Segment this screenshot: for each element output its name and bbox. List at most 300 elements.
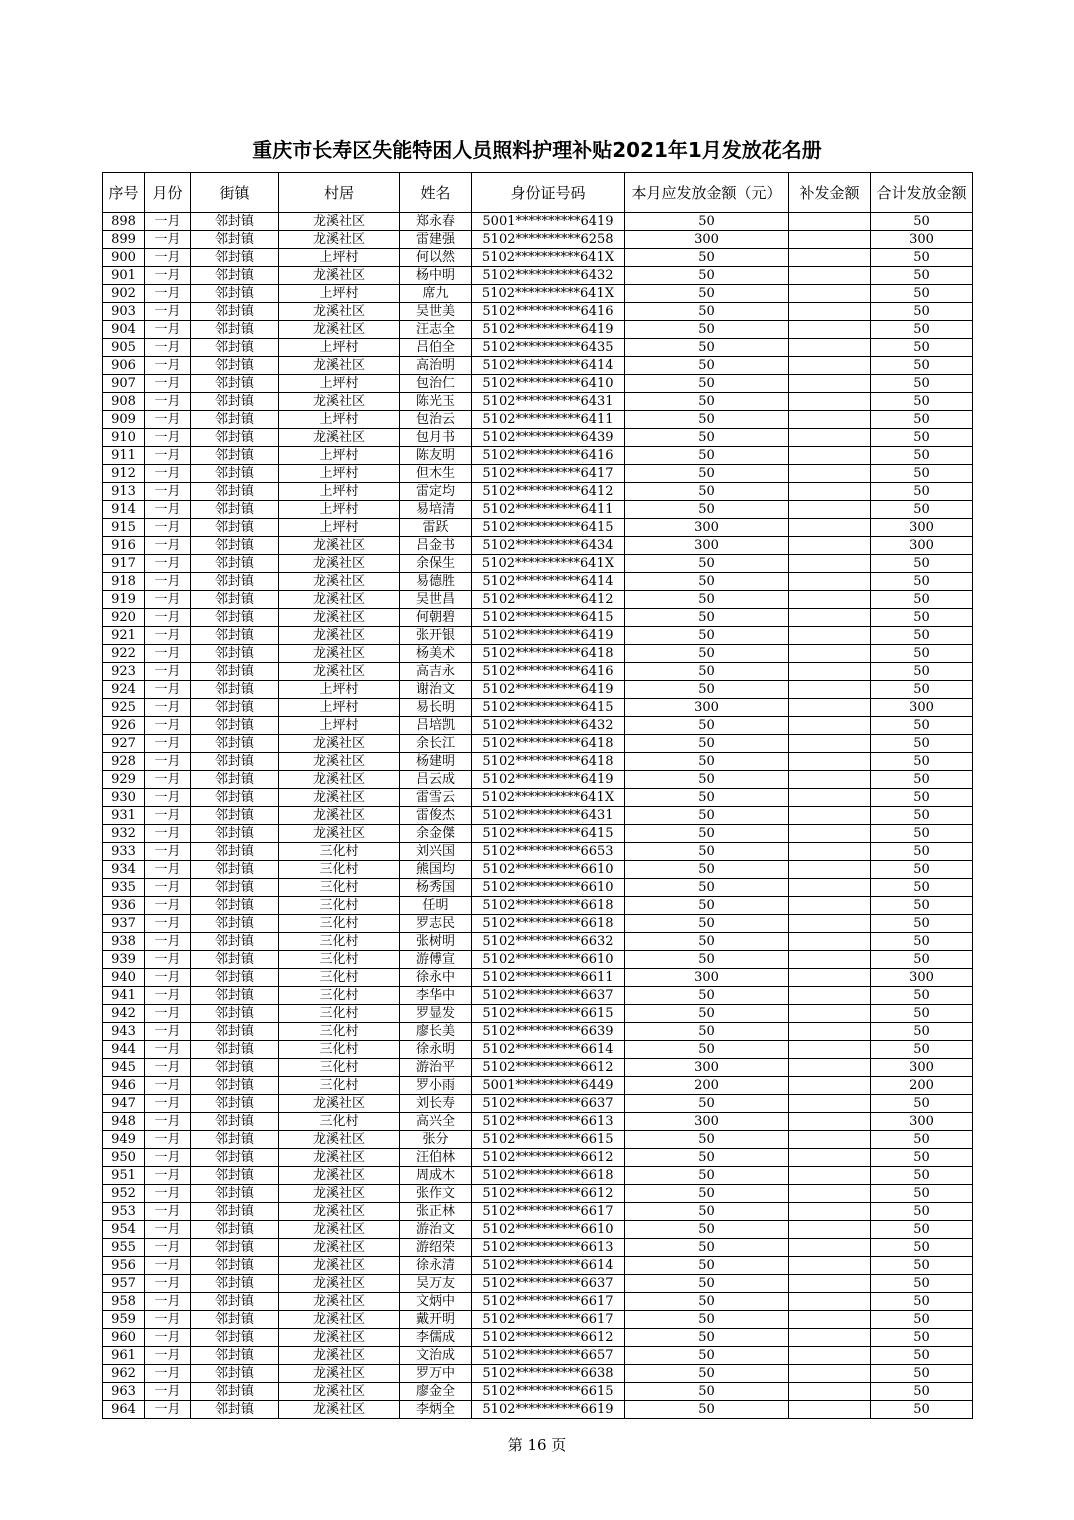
village-cell: 上坪村 <box>279 681 400 699</box>
back-pay-cell <box>789 573 871 591</box>
table-row <box>103 609 973 627</box>
town-cell: 邻封镇 <box>191 897 279 915</box>
name-cell: 徐永明 <box>400 1041 472 1059</box>
total-cell: 50 <box>871 1275 973 1293</box>
table-row <box>103 447 973 465</box>
id-number-cell: 5102**********6637 <box>472 987 625 1005</box>
total-cell: 50 <box>871 681 973 699</box>
town-cell: 邻封镇 <box>191 753 279 771</box>
seq-cell: 914 <box>103 501 145 519</box>
id-number-cell: 5102**********6614 <box>472 1041 625 1059</box>
id-number-cell: 5102**********6614 <box>472 1257 625 1275</box>
name-cell: 罗万中 <box>400 1365 472 1383</box>
id-number-cell: 5102**********6618 <box>472 915 625 933</box>
town-cell: 邻封镇 <box>191 987 279 1005</box>
month-cell: 一月 <box>145 933 191 951</box>
monthly-amount-cell: 50 <box>625 1365 789 1383</box>
table-row <box>103 699 973 717</box>
seq-cell: 948 <box>103 1113 145 1131</box>
back-pay-cell <box>789 591 871 609</box>
total-cell: 200 <box>871 1077 973 1095</box>
name-cell: 文治成 <box>400 1347 472 1365</box>
total-cell: 50 <box>871 1383 973 1401</box>
town-cell: 邻封镇 <box>191 321 279 339</box>
village-cell: 龙溪社区 <box>279 1401 400 1419</box>
seq-cell: 952 <box>103 1185 145 1203</box>
monthly-amount-cell: 50 <box>625 555 789 573</box>
back-pay-cell <box>789 357 871 375</box>
id-number-cell: 5102**********6639 <box>472 1023 625 1041</box>
village-cell: 三化村 <box>279 951 400 969</box>
month-cell: 一月 <box>145 627 191 645</box>
total-cell: 300 <box>871 1059 973 1077</box>
name-cell: 徐永中 <box>400 969 472 987</box>
back-pay-cell <box>789 807 871 825</box>
id-number-cell: 5102**********6418 <box>472 645 625 663</box>
back-pay-cell <box>789 699 871 717</box>
village-cell: 龙溪社区 <box>279 573 400 591</box>
table-row <box>103 267 973 285</box>
id-number-cell: 5102**********6419 <box>472 321 625 339</box>
col-header-monthly-amount: 本月应发放金额（元） <box>625 173 789 213</box>
town-cell: 邻封镇 <box>191 465 279 483</box>
monthly-amount-cell: 50 <box>625 591 789 609</box>
col-header-id-number: 身份证号码 <box>472 173 625 213</box>
village-cell: 龙溪社区 <box>279 609 400 627</box>
total-cell: 300 <box>871 969 973 987</box>
seq-cell: 958 <box>103 1293 145 1311</box>
name-cell: 廖长美 <box>400 1023 472 1041</box>
monthly-amount-cell: 50 <box>625 429 789 447</box>
monthly-amount-cell: 50 <box>625 627 789 645</box>
table-row <box>103 1311 973 1329</box>
monthly-amount-cell: 300 <box>625 231 789 249</box>
table-row <box>103 789 973 807</box>
name-cell: 刘长寿 <box>400 1095 472 1113</box>
id-number-cell: 5102**********6653 <box>472 843 625 861</box>
id-number-cell: 5102**********6416 <box>472 663 625 681</box>
back-pay-cell <box>789 717 871 735</box>
id-number-cell: 5102**********6431 <box>472 393 625 411</box>
village-cell: 龙溪社区 <box>279 627 400 645</box>
total-cell: 50 <box>871 987 973 1005</box>
id-number-cell: 5102**********6416 <box>472 303 625 321</box>
name-cell: 游傅宣 <box>400 951 472 969</box>
back-pay-cell <box>789 861 871 879</box>
back-pay-cell <box>789 1059 871 1077</box>
monthly-amount-cell: 50 <box>625 501 789 519</box>
name-cell: 高吉永 <box>400 663 472 681</box>
town-cell: 邻封镇 <box>191 1275 279 1293</box>
month-cell: 一月 <box>145 447 191 465</box>
back-pay-cell <box>789 1221 871 1239</box>
monthly-amount-cell: 50 <box>625 1167 789 1185</box>
seq-cell: 928 <box>103 753 145 771</box>
seq-cell: 915 <box>103 519 145 537</box>
table-row <box>103 843 973 861</box>
back-pay-cell <box>789 1311 871 1329</box>
table-row <box>103 1221 973 1239</box>
total-cell: 50 <box>871 1149 973 1167</box>
table-row <box>103 357 973 375</box>
monthly-amount-cell: 300 <box>625 537 789 555</box>
id-number-cell: 5102**********6411 <box>472 501 625 519</box>
town-cell: 邻封镇 <box>191 555 279 573</box>
seq-cell: 927 <box>103 735 145 753</box>
month-cell: 一月 <box>145 771 191 789</box>
monthly-amount-cell: 50 <box>625 951 789 969</box>
back-pay-cell <box>789 897 871 915</box>
town-cell: 邻封镇 <box>191 1311 279 1329</box>
col-header-month: 月份 <box>145 173 191 213</box>
name-cell: 任明 <box>400 897 472 915</box>
total-cell: 50 <box>871 213 973 231</box>
month-cell: 一月 <box>145 951 191 969</box>
town-cell: 邻封镇 <box>191 1347 279 1365</box>
name-cell: 雷雪云 <box>400 789 472 807</box>
table-row <box>103 285 973 303</box>
month-cell: 一月 <box>145 1239 191 1257</box>
monthly-amount-cell: 300 <box>625 519 789 537</box>
back-pay-cell <box>789 1401 871 1419</box>
back-pay-cell <box>789 1203 871 1221</box>
village-cell: 上坪村 <box>279 465 400 483</box>
month-cell: 一月 <box>145 825 191 843</box>
town-cell: 邻封镇 <box>191 1113 279 1131</box>
town-cell: 邻封镇 <box>191 681 279 699</box>
back-pay-cell <box>789 1023 871 1041</box>
seq-cell: 946 <box>103 1077 145 1095</box>
total-cell: 50 <box>871 951 973 969</box>
table-row <box>103 537 973 555</box>
id-number-cell: 5102**********6439 <box>472 429 625 447</box>
month-cell: 一月 <box>145 753 191 771</box>
id-number-cell: 5102**********6610 <box>472 879 625 897</box>
id-number-cell: 5102**********6432 <box>472 717 625 735</box>
monthly-amount-cell: 50 <box>625 1095 789 1113</box>
seq-cell: 934 <box>103 861 145 879</box>
monthly-amount-cell: 50 <box>625 897 789 915</box>
month-cell: 一月 <box>145 1023 191 1041</box>
total-cell: 50 <box>871 645 973 663</box>
town-cell: 邻封镇 <box>191 339 279 357</box>
table-row <box>103 303 973 321</box>
back-pay-cell <box>789 1095 871 1113</box>
total-cell: 50 <box>871 861 973 879</box>
name-cell: 游绍荣 <box>400 1239 472 1257</box>
monthly-amount-cell: 50 <box>625 213 789 231</box>
id-number-cell: 5102**********6610 <box>472 951 625 969</box>
town-cell: 邻封镇 <box>191 879 279 897</box>
village-cell: 龙溪社区 <box>279 663 400 681</box>
id-number-cell: 5102**********6632 <box>472 933 625 951</box>
id-number-cell: 5102**********6412 <box>472 591 625 609</box>
village-cell: 上坪村 <box>279 339 400 357</box>
month-cell: 一月 <box>145 1347 191 1365</box>
monthly-amount-cell: 50 <box>625 1023 789 1041</box>
total-cell: 50 <box>871 1185 973 1203</box>
back-pay-cell <box>789 1149 871 1167</box>
monthly-amount-cell: 300 <box>625 1059 789 1077</box>
back-pay-cell <box>789 321 871 339</box>
monthly-amount-cell: 50 <box>625 735 789 753</box>
total-cell: 50 <box>871 771 973 789</box>
back-pay-cell <box>789 609 871 627</box>
village-cell: 三化村 <box>279 897 400 915</box>
total-cell: 50 <box>871 915 973 933</box>
town-cell: 邻封镇 <box>191 1383 279 1401</box>
table-row <box>103 1149 973 1167</box>
seq-cell: 926 <box>103 717 145 735</box>
back-pay-cell <box>789 267 871 285</box>
month-cell: 一月 <box>145 1365 191 1383</box>
id-number-cell: 5102**********6417 <box>472 465 625 483</box>
town-cell: 邻封镇 <box>191 357 279 375</box>
table-row <box>103 1095 973 1113</box>
month-cell: 一月 <box>145 789 191 807</box>
name-cell: 余保生 <box>400 555 472 573</box>
month-cell: 一月 <box>145 1131 191 1149</box>
total-cell: 50 <box>871 393 973 411</box>
village-cell: 龙溪社区 <box>279 1203 400 1221</box>
town-cell: 邻封镇 <box>191 483 279 501</box>
table-row <box>103 1203 973 1221</box>
table-row <box>103 933 973 951</box>
id-number-cell: 5102**********6435 <box>472 339 625 357</box>
seq-cell: 909 <box>103 411 145 429</box>
month-cell: 一月 <box>145 1329 191 1347</box>
monthly-amount-cell: 300 <box>625 969 789 987</box>
village-cell: 三化村 <box>279 1023 400 1041</box>
id-number-cell: 5102**********6419 <box>472 681 625 699</box>
id-number-cell: 5102**********641X <box>472 789 625 807</box>
monthly-amount-cell: 50 <box>625 483 789 501</box>
seq-cell: 935 <box>103 879 145 897</box>
total-cell: 50 <box>871 1041 973 1059</box>
name-cell: 张开银 <box>400 627 472 645</box>
back-pay-cell <box>789 1239 871 1257</box>
id-number-cell: 5102**********641X <box>472 555 625 573</box>
id-number-cell: 5102**********6419 <box>472 771 625 789</box>
month-cell: 一月 <box>145 303 191 321</box>
monthly-amount-cell: 50 <box>625 717 789 735</box>
month-cell: 一月 <box>145 483 191 501</box>
village-cell: 上坪村 <box>279 699 400 717</box>
total-cell: 50 <box>871 753 973 771</box>
month-cell: 一月 <box>145 1167 191 1185</box>
village-cell: 龙溪社区 <box>279 1383 400 1401</box>
total-cell: 300 <box>871 231 973 249</box>
village-cell: 上坪村 <box>279 519 400 537</box>
month-cell: 一月 <box>145 1077 191 1095</box>
back-pay-cell <box>789 879 871 897</box>
table-row <box>103 555 973 573</box>
village-cell: 上坪村 <box>279 717 400 735</box>
total-cell: 300 <box>871 1113 973 1131</box>
total-cell: 300 <box>871 519 973 537</box>
monthly-amount-cell: 50 <box>625 645 789 663</box>
village-cell: 龙溪社区 <box>279 231 400 249</box>
total-cell: 50 <box>871 501 973 519</box>
monthly-amount-cell: 50 <box>625 1293 789 1311</box>
total-cell: 50 <box>871 1005 973 1023</box>
town-cell: 邻封镇 <box>191 1149 279 1167</box>
town-cell: 邻封镇 <box>191 1167 279 1185</box>
total-cell: 50 <box>871 627 973 645</box>
month-cell: 一月 <box>145 1203 191 1221</box>
seq-cell: 903 <box>103 303 145 321</box>
town-cell: 邻封镇 <box>191 573 279 591</box>
id-number-cell: 5102**********6637 <box>472 1275 625 1293</box>
village-cell: 龙溪社区 <box>279 591 400 609</box>
village-cell: 龙溪社区 <box>279 735 400 753</box>
id-number-cell: 5102**********6638 <box>472 1365 625 1383</box>
village-cell: 三化村 <box>279 933 400 951</box>
monthly-amount-cell: 50 <box>625 1185 789 1203</box>
back-pay-cell <box>789 987 871 1005</box>
back-pay-cell <box>789 213 871 231</box>
name-cell: 包月书 <box>400 429 472 447</box>
monthly-amount-cell: 50 <box>625 303 789 321</box>
name-cell: 文炳中 <box>400 1293 472 1311</box>
town-cell: 邻封镇 <box>191 231 279 249</box>
name-cell: 李华中 <box>400 987 472 1005</box>
table-row <box>103 681 973 699</box>
name-cell: 包治仁 <box>400 375 472 393</box>
back-pay-cell <box>789 789 871 807</box>
name-cell: 游治平 <box>400 1059 472 1077</box>
month-cell: 一月 <box>145 213 191 231</box>
month-cell: 一月 <box>145 465 191 483</box>
table-row <box>103 1041 973 1059</box>
seq-cell: 922 <box>103 645 145 663</box>
town-cell: 邻封镇 <box>191 1221 279 1239</box>
seq-cell: 929 <box>103 771 145 789</box>
village-cell: 三化村 <box>279 987 400 1005</box>
total-cell: 50 <box>871 357 973 375</box>
monthly-amount-cell: 50 <box>625 1239 789 1257</box>
village-cell: 上坪村 <box>279 285 400 303</box>
back-pay-cell <box>789 303 871 321</box>
back-pay-cell <box>789 1347 871 1365</box>
seq-cell: 912 <box>103 465 145 483</box>
town-cell: 邻封镇 <box>191 1257 279 1275</box>
seq-cell: 938 <box>103 933 145 951</box>
table-row <box>103 951 973 969</box>
table-row <box>103 465 973 483</box>
name-cell: 郑永春 <box>400 213 472 231</box>
name-cell: 雷跃 <box>400 519 472 537</box>
seq-cell: 902 <box>103 285 145 303</box>
id-number-cell: 5102**********6610 <box>472 1221 625 1239</box>
name-cell: 游治文 <box>400 1221 472 1239</box>
total-cell: 50 <box>871 807 973 825</box>
id-number-cell: 5102**********6415 <box>472 699 625 717</box>
back-pay-cell <box>789 249 871 267</box>
town-cell: 邻封镇 <box>191 609 279 627</box>
col-header-total: 合计发放金额 <box>871 173 973 213</box>
village-cell: 龙溪社区 <box>279 1167 400 1185</box>
month-cell: 一月 <box>145 267 191 285</box>
total-cell: 50 <box>871 1023 973 1041</box>
village-cell: 龙溪社区 <box>279 789 400 807</box>
total-cell: 50 <box>871 1203 973 1221</box>
month-cell: 一月 <box>145 969 191 987</box>
name-cell: 何以然 <box>400 249 472 267</box>
name-cell: 高治明 <box>400 357 472 375</box>
town-cell: 邻封镇 <box>191 663 279 681</box>
page-number: 第 16 页 <box>507 1436 567 1454</box>
town-cell: 邻封镇 <box>191 1329 279 1347</box>
id-number-cell: 5102**********6431 <box>472 807 625 825</box>
village-cell: 上坪村 <box>279 249 400 267</box>
name-cell: 周成木 <box>400 1167 472 1185</box>
seq-cell: 916 <box>103 537 145 555</box>
month-cell: 一月 <box>145 537 191 555</box>
monthly-amount-cell: 50 <box>625 1275 789 1293</box>
monthly-amount-cell: 50 <box>625 825 789 843</box>
village-cell: 龙溪社区 <box>279 1275 400 1293</box>
village-cell: 龙溪社区 <box>279 267 400 285</box>
total-cell: 50 <box>871 933 973 951</box>
town-cell: 邻封镇 <box>191 1365 279 1383</box>
table-row <box>103 591 973 609</box>
town-cell: 邻封镇 <box>191 393 279 411</box>
name-cell: 罗显发 <box>400 1005 472 1023</box>
town-cell: 邻封镇 <box>191 447 279 465</box>
month-cell: 一月 <box>145 663 191 681</box>
table-row <box>103 1383 973 1401</box>
monthly-amount-cell: 300 <box>625 699 789 717</box>
col-header-village: 村居 <box>279 173 400 213</box>
monthly-amount-cell: 50 <box>625 249 789 267</box>
total-cell: 50 <box>871 1347 973 1365</box>
name-cell: 徐永清 <box>400 1257 472 1275</box>
name-cell: 但木生 <box>400 465 472 483</box>
month-cell: 一月 <box>145 375 191 393</box>
id-number-cell: 5102**********6618 <box>472 897 625 915</box>
total-cell: 50 <box>871 1131 973 1149</box>
town-cell: 邻封镇 <box>191 951 279 969</box>
monthly-amount-cell: 200 <box>625 1077 789 1095</box>
back-pay-cell <box>789 555 871 573</box>
id-number-cell: 5102**********6612 <box>472 1185 625 1203</box>
total-cell: 50 <box>871 447 973 465</box>
month-cell: 一月 <box>145 915 191 933</box>
village-cell: 龙溪社区 <box>279 771 400 789</box>
monthly-amount-cell: 50 <box>625 1221 789 1239</box>
id-number-cell: 5102**********6637 <box>472 1095 625 1113</box>
village-cell: 龙溪社区 <box>279 1095 400 1113</box>
total-cell: 50 <box>871 573 973 591</box>
seq-cell: 906 <box>103 357 145 375</box>
total-cell: 50 <box>871 897 973 915</box>
month-cell: 一月 <box>145 429 191 447</box>
back-pay-cell <box>789 285 871 303</box>
village-cell: 龙溪社区 <box>279 1311 400 1329</box>
monthly-amount-cell: 50 <box>625 267 789 285</box>
town-cell: 邻封镇 <box>191 501 279 519</box>
total-cell: 50 <box>871 825 973 843</box>
monthly-amount-cell: 50 <box>625 1329 789 1347</box>
seq-cell: 910 <box>103 429 145 447</box>
month-cell: 一月 <box>145 1221 191 1239</box>
village-cell: 龙溪社区 <box>279 1149 400 1167</box>
town-cell: 邻封镇 <box>191 1023 279 1041</box>
id-number-cell: 5102**********6415 <box>472 519 625 537</box>
table-row <box>103 573 973 591</box>
total-cell: 300 <box>871 699 973 717</box>
